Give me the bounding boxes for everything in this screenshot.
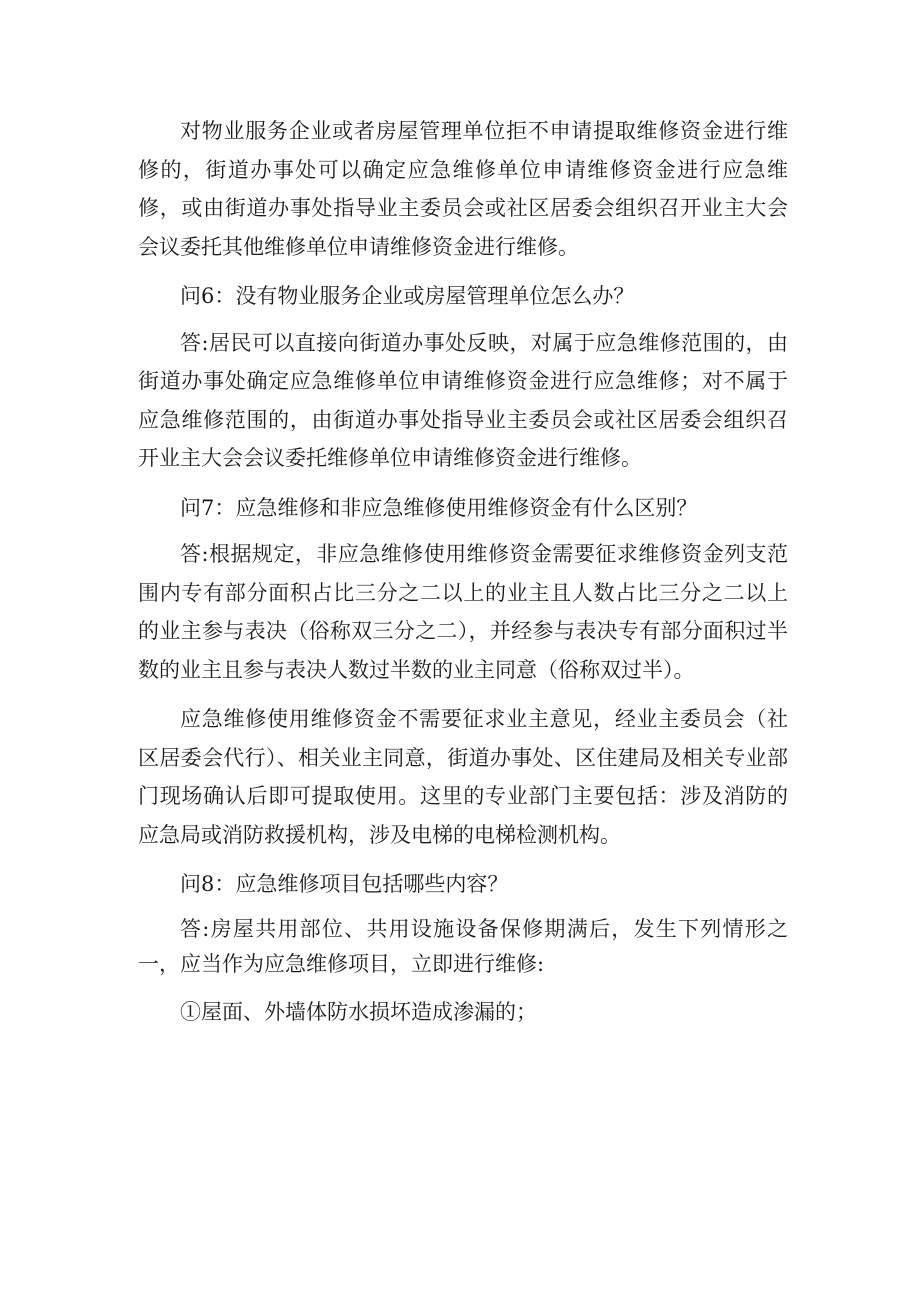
document-body	[138, 112, 788, 1042]
question-8: 问8：应急维修项目包括哪些内容？	[180, 872, 509, 896]
answer-7: 答:根据规定，非应急维修使用维修资金需要征求维修资金列支范围内专有部分面积占比三分之二以上的业主且人数占比三分之二以上的业主参与表决（俗称双三分之二），并经参与表决专有部分面积过半数的业主且参与表决人数过半数的业主同意（俗称双过半）。	[138, 542, 788, 682]
question-7: 问7：应急维修和非应急维修使用维修资金有什么区别？	[180, 495, 698, 520]
question-6: 问6：没有物业服务企业或房屋管理单位怎么办？	[180, 284, 635, 308]
answer-6: 答:居民可以直接向街道办事处反映，对属于应急维修范围的，由街道办事处确定应急维修单位申请维修资金进行应急维修；对不属于应急维修范围的，由街道办事处指导业主委员会或社区居委会组织召开业主大会会议委托维修单位申请维修资金进行维修。	[138, 330, 788, 470]
paragraph-emergency-repair: 应急维修使用维修资金不需要征求业主意见，经业主委员会（社区居委会代行）、相关业主同意，街道办事处、区住建局及相关专业部门现场确认后即可提取使用。这里的专业部门主要包括：涉及消防的应急局或消防救援机构，涉及电梯的电梯检测机构。	[138, 707, 788, 847]
list-item-1: ①屋面、外墙体防水损坏造成渗漏的；	[180, 999, 537, 1024]
paragraph-repair-refusal: 对物业服务企业或者房屋管理单位拒不申请提取维修资金进行维修的，街道办事处可以确定应急维修单位申请维修资金进行应急维修，或由街道办事处指导业主委员会或社区居委会组织召开业主大会会议委托其他维修单位申请维修资金进行维修。	[138, 119, 788, 259]
answer-8: 答:房屋共用部位、共用设施设备保修期满后，发生下列情形之一，应当作为应急维修项目，立即进行维修:	[138, 916, 788, 976]
